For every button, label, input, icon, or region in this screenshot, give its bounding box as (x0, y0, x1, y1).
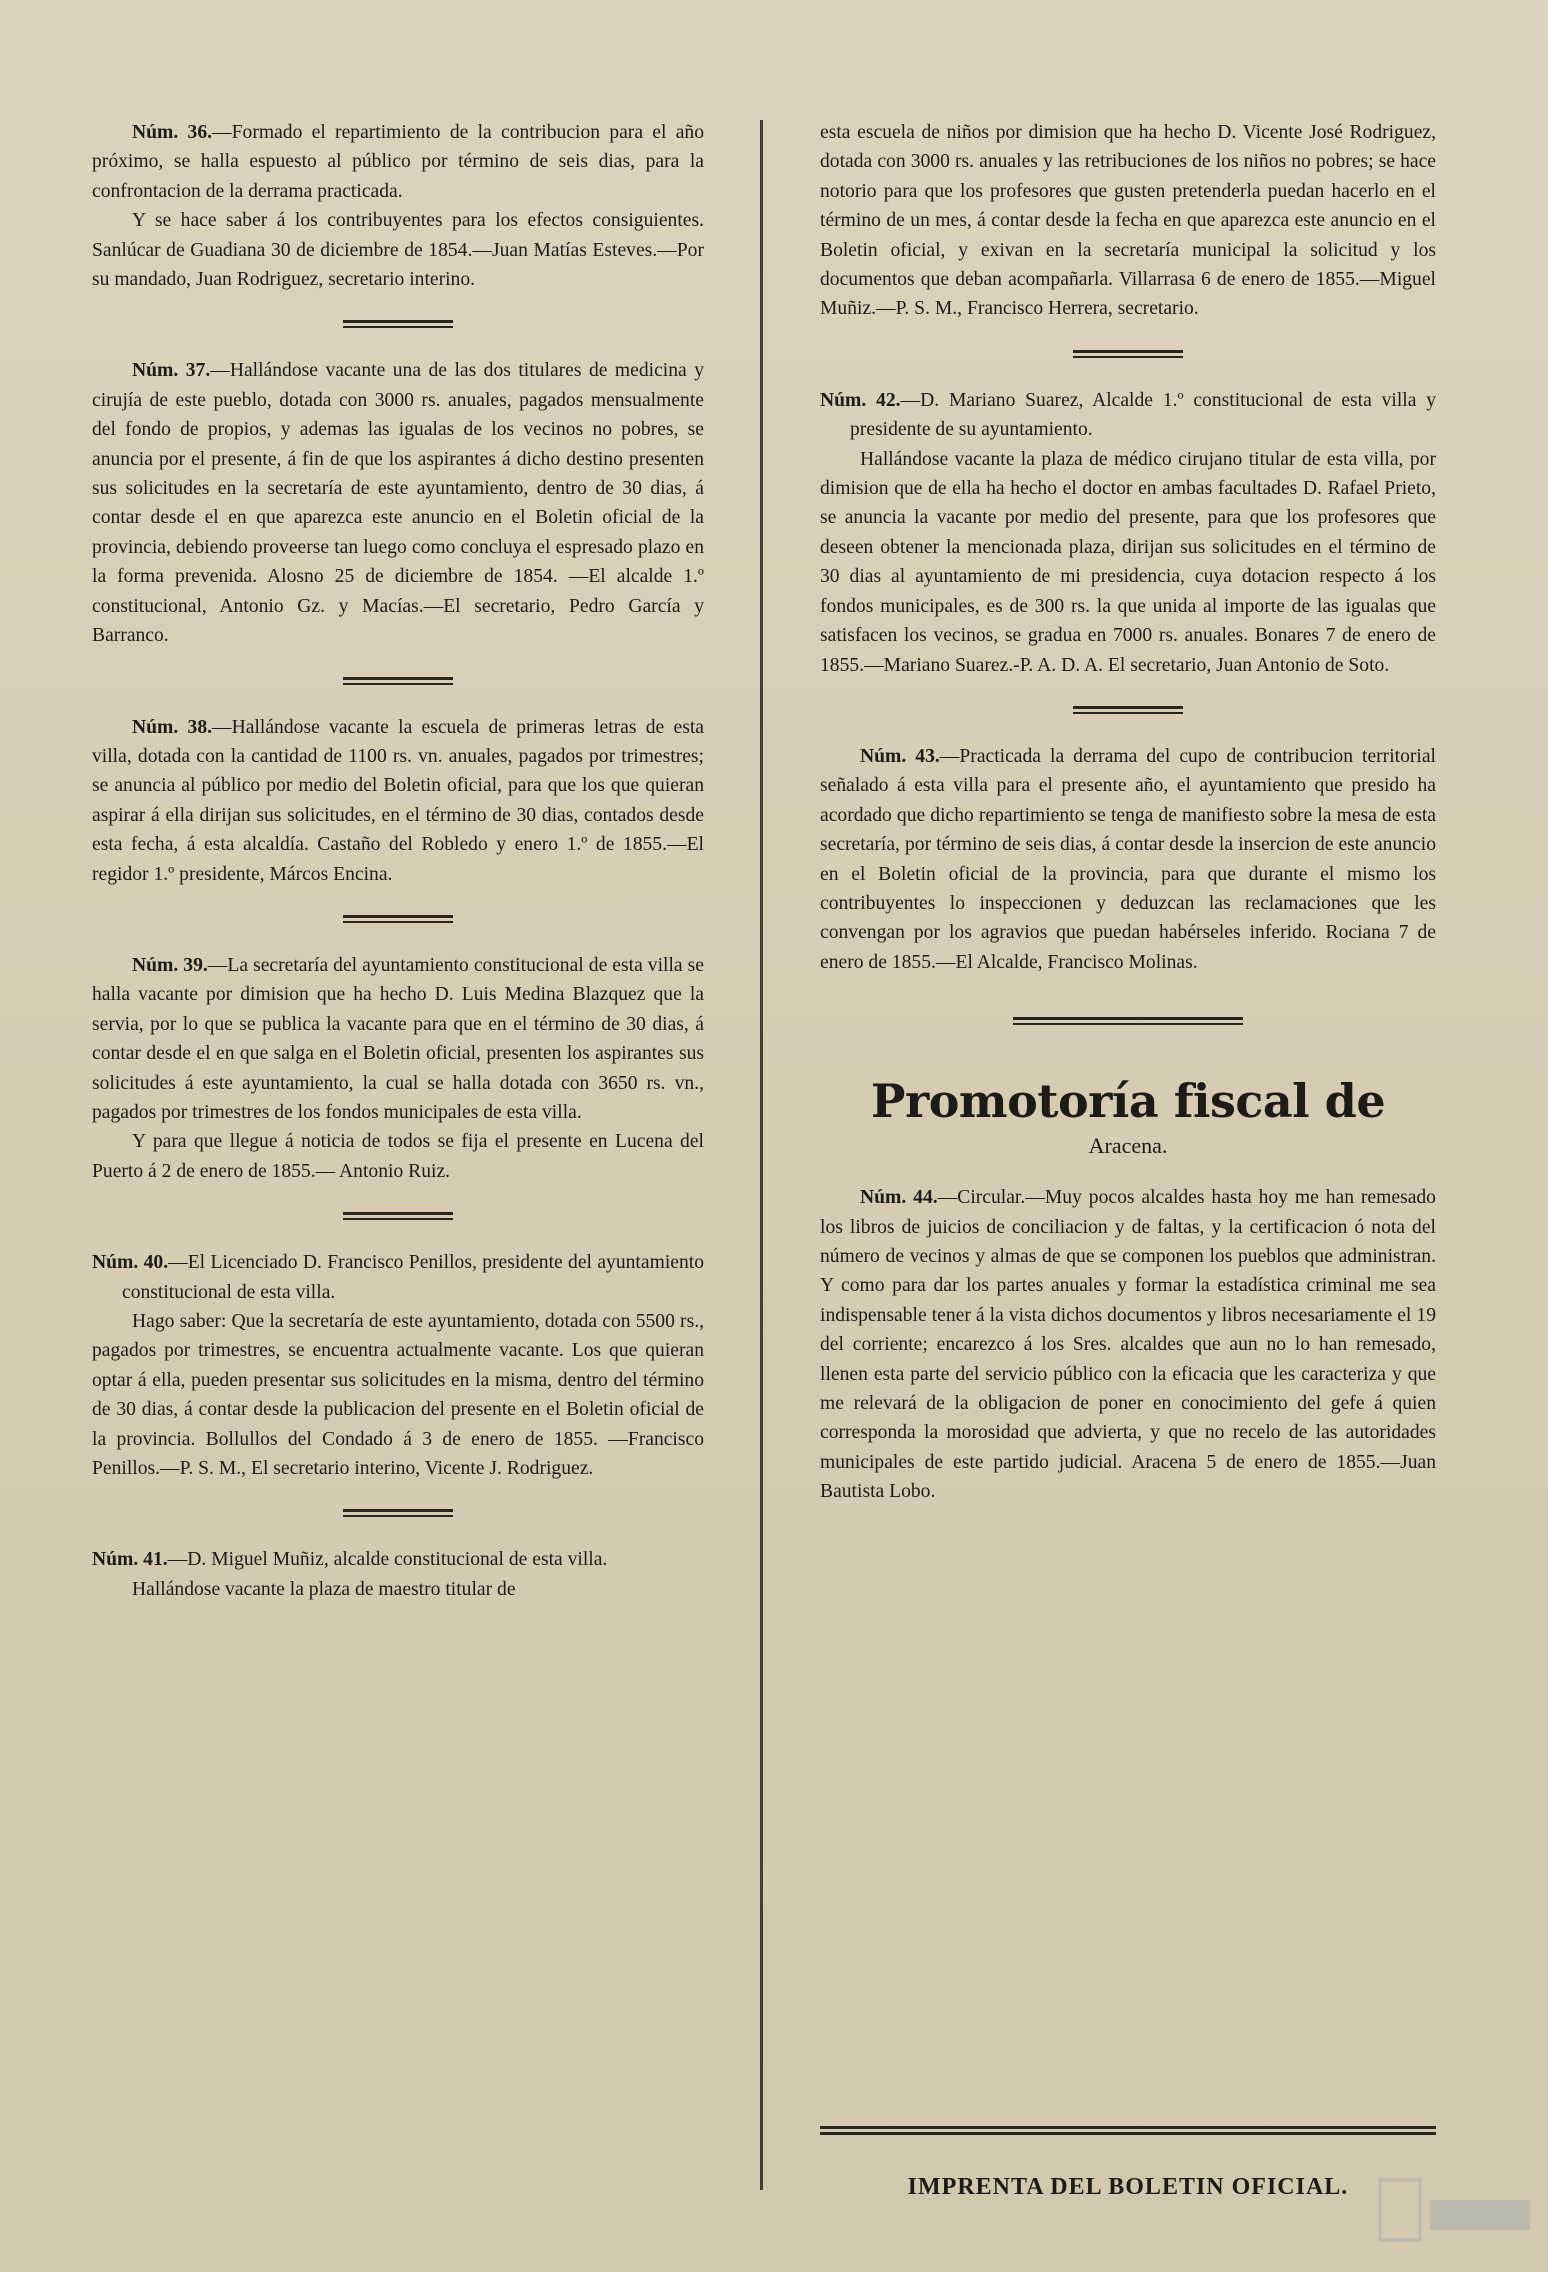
notice-number: Núm. 38. (132, 716, 213, 738)
notice-number: Núm. 37. (132, 360, 211, 382)
separator (92, 1186, 704, 1248)
section-title: Promotoría fiscal de (870, 1074, 1386, 1129)
notice-number: Núm. 36. (132, 122, 213, 143)
left-column (92, 118, 704, 1604)
notice-text: Y se hace saber á los contribuyentes para los efectos consiguientes. Sanlúcar de Guadiana 30 de diciembre de 1854.—Juan Matías Esteves.—Por su mandado, Juan Rodriguez, secretario interino. (92, 210, 704, 291)
notice-number: Núm. 42. (820, 389, 901, 411)
notice-42 (820, 386, 1436, 680)
notice-number: Núm. 39. (132, 954, 208, 976)
notice-41-continued (820, 118, 1436, 324)
notice-39 (92, 951, 704, 1186)
notice-38 (92, 713, 704, 889)
notice-text: —Hallándose vacante la escuela de primeras letras de esta villa, dotada con la cantidad de 1100 rs. vn. anuales, pagados por trimestres; se anuncia al público por medio del Boletin oficial, para que los que quieran aspirar á ella dirijan sus solicitudes, en el término de 30 dias, contados desde esta fecha, á esta alcaldía. Castaño del Robledo y enero 1.º de 1855.—El regidor 1.º presidente, Márcos Encina. (92, 716, 704, 885)
printer-imprint: IMPRENTA DEL BOLETIN OFICIAL. (907, 2174, 1349, 2200)
separator (92, 889, 704, 951)
notice-text: —D. Mariano Suarez, Alcalde 1.º constitucional de esta villa y presidente de su ayuntamiento. (850, 389, 1436, 441)
separator (820, 324, 1436, 386)
notice-43 (820, 742, 1436, 977)
notice-text: —Circular.—Muy pocos alcaldes hasta hoy me han remesado los libros de juicios de conciliacion y de faltas, y la certificacion ó nota del número de vecinos y almas de que se componen los pueblos que administran. Y como para dar los partes anuales y formar la estadística criminal me sea indispensable tener á la vista dichos documentos y libros necesariamente el 19 del corriente; encarezco á los Sres. alcaldes que aun no lo han remesado, llenen esta parte del servicio público con la eficacia que les caracteriza y que me relevará de la obligacion de poner en conocimiento del gefe á quien corresponda la morosidad que advierta, y que no recelo de las autoridades municipales de este partido judicial. Aracena 5 de enero de 1855.—Juan Bautista Lobo. (820, 1187, 1436, 1503)
notice-number: Núm. 40. (92, 1252, 169, 1274)
notice-text: Hago saber: Que la secretaría de este ayuntamiento, dotada con 5500 rs., pagados por trimestres, se encuentra actualmente vacante. Los que quieran optar á ella, pueden presentar sus solicitudes en la misma, dentro del término de 30 dias, á contar desde la publicacion del presente en el Boletin oficial de la provincia. Bollullos del Condado á 3 de enero de 1855. —Francisco Penillos.—P. S. M., El secretario interino, Vicente J. Rodriguez. (92, 1311, 704, 1480)
notice-text: —Hallándose vacante una de las dos titulares de medicina y cirujía de este pueblo, dotada con 3000 rs. anuales, pagados mensualmente del fondo de propios, y ademas las igualas de los vecinos no pobres, se anuncia por el presente, á fin de que los aspirantes á dicho destino presenten sus solicitudes en la secretaría de este ayuntamiento, dentro de 30 dias, á contar desde el en que aparezca este anuncio en el Boletin oficial de la provincia, debiendo proveerse tan luego como concluya el espresado plazo en la forma prevenida. Alosno 25 de diciembre de 1854. —El alcalde 1.º constitucional, Antonio Gz. y Macías.—El secretario, Pedro García y Barranco. (92, 360, 704, 647)
notice-41 (92, 1545, 704, 1604)
separator (92, 1483, 704, 1545)
column-divider (760, 120, 763, 2190)
library-watermark-icon (1370, 2170, 1540, 2250)
notice-number: Núm. 44. (860, 1187, 938, 1209)
notice-number: Núm. 43. (860, 745, 940, 767)
notice-text: —D. Miguel Muñiz, alcalde constitucional de esta villa. (167, 1549, 608, 1571)
notice-text: —Formado el repartimiento de la contribucion para el año próximo, se halla espuesto al público por término de seis dias, para la confrontacion de la derrama practicada. (92, 122, 704, 202)
notice-text: —Practicada la derrama del cupo de contribucion territorial señalado á esta villa para el presente año, el ayuntamiento que presido ha acordado que dicho repartimiento se tenga de manifiesto sobre la mesa de esta secretaría, por término de seis dias, á contar desde la insercion de este anuncio en el Boletin oficial de la provincia, para que durante el mismo los contribuyentes lo inspeccionen y deduzcan las reclamaciones que les convengan por los agravios que puedan habérseles inferido. Rociana 7 de enero de 1855.—El Alcalde, Francisco Molinas. (820, 745, 1436, 973)
notice-44 (820, 1183, 1436, 1506)
separator (92, 651, 704, 713)
section-separator (820, 977, 1436, 1067)
notice-text: Hallándose vacante la plaza de médico cirujano titular de esta villa, por dimision que de ella ha hecho el doctor en ambas facultades D. Rafael Prieto, se anuncia la vacante por medio del presente, para que los profesores que deseen obtener la mencionada plaza, dirijan sus solicitudes en el término de 30 dias al ayuntamiento de mi presidencia, cuya dotacion respecto á los fondos municipales, es de 300 rs. la que unida al importe de las igualas que satisfacen los vecinos, se gradua en 7000 rs. anuales. Bonares 7 de enero de 1855.—Mariano Suarez.-P. A. D. A. El secretario, Juan Antonio de Soto. (820, 448, 1436, 676)
notice-40 (92, 1248, 704, 1483)
section-subtitle: Aracena. (1088, 1133, 1168, 1159)
notice-36 (92, 118, 704, 294)
notice-text: Y para que llegue á noticia de todos se fija el presente en Lucena del Puerto á 2 de enero de 1855.— Antonio Ruiz. (92, 1131, 704, 1182)
notice-text: —La secretaría del ayuntamiento constitucional de esta villa se halla vacante por dimision que ha hecho D. Luis Medina Blazquez que la servia, por lo que se publica la vacante para que en el término de 30 dias, á contar desde el en que salga en el Boletin oficial, presenten los aspirantes sus solicitudes á este ayuntamiento, la cual se halla dotada con 3650 rs. vn., pagados por trimestres de los fondos municipales de esta villa. (92, 954, 704, 1123)
separator (92, 294, 704, 356)
footer-rule (820, 2126, 1436, 2138)
notice-text: esta escuela de niños por dimision que ha hecho D. Vicente José Rodriguez, dotada con 3000 rs. anuales y las retribuciones de los niños no pobres; se hace notorio para que los profesores que gusten pretenderla puedan hacerlo en el término de un mes, á contar desde la fecha en que aparezca este anuncio en el Boletin oficial, y exivan en la secretaría municipal la solicitud y los documentos que deban acompañarla. Villarrasa 6 de enero de 1855.—Miguel Muñiz.—P. S. M., Francisco Herrera, secretario. (820, 122, 1436, 320)
notice-37 (92, 356, 704, 650)
notice-text: Hallándose vacante la plaza de maestro titular de (132, 1578, 516, 1600)
notice-text: —El Licenciado D. Francisco Penillos, presidente del ayuntamiento constitucional de esta villa. (122, 1252, 704, 1303)
separator (820, 680, 1436, 742)
right-column (820, 118, 1436, 1507)
notice-number: Núm. 41. (92, 1549, 168, 1571)
